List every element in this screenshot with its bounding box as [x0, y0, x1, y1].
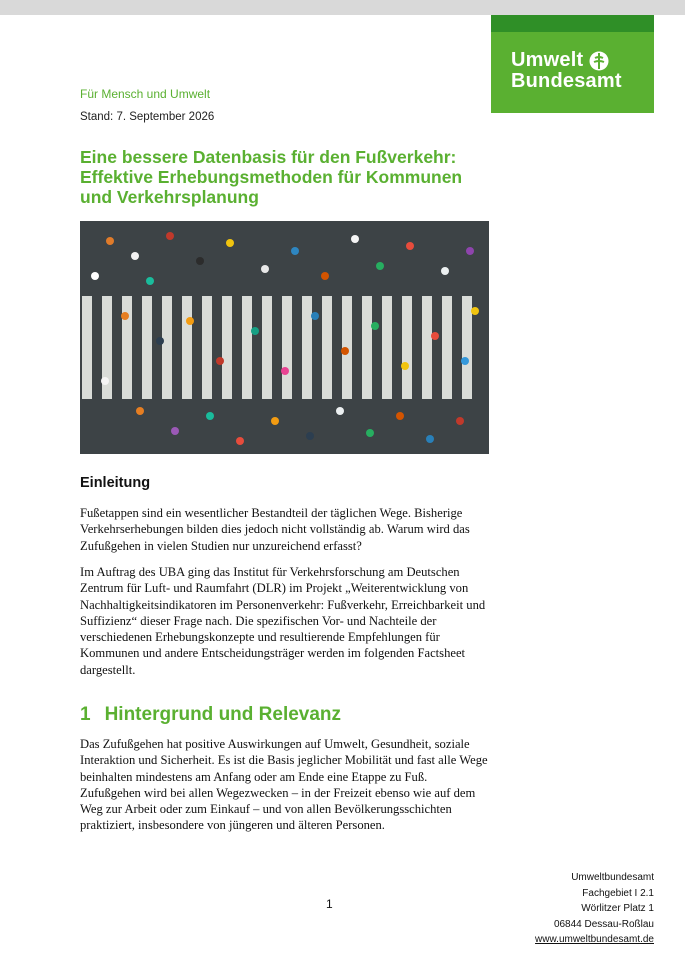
- section-1-heading: [80, 704, 341, 726]
- page-number: 1: [326, 897, 333, 911]
- footer-address: [535, 870, 654, 948]
- section-1-paragraph: Das Zufußgehen hat positive Auswirkungen auf Umwelt, Gesundheit, soziale Interaktion und Sicherheit. Es ist die Basis jeglicher Mobilität und fast alle Wege beinhalten mindestens am Anfang oder am Ende eine Etappe zu Fuß. Zufußgehen wird bei allen Wegezwecken – in der Freizeit ebenso wie auf dem Weg zur Arbeit oder zum Einkauf – und von allen Bevölkerungsschichten praktiziert, insbesondere von jüngeren und älteren Personen.: [80, 737, 488, 833]
- logo-globe-icon: [589, 51, 609, 71]
- footer-dept: Fachgebiet I 2.1: [582, 887, 654, 899]
- title-line-1: Eine bessere Datenbasis für den Fußverkehr:: [80, 147, 457, 167]
- document-title: [80, 147, 500, 207]
- document-page: [0, 15, 685, 972]
- footer-org: Umweltbundesamt: [571, 872, 654, 883]
- logo-line2: Bundesamt: [511, 70, 622, 92]
- uba-logo: [491, 15, 654, 113]
- title-line-3: und Verkehrsplanung: [80, 187, 259, 207]
- title-line-2: Effektive Erhebungsmethoden für Kommunen: [80, 167, 463, 187]
- section-1-number: 1: [80, 704, 91, 725]
- footer-street: Wörlitzer Platz 1: [581, 903, 654, 914]
- footer-city: 06844 Dessau-Roßlau: [553, 918, 654, 930]
- intro-heading: Einleitung: [80, 475, 151, 491]
- intro-paragraph-2: Im Auftrag des UBA ging das Institut für Verkehrsforschung am Deutschen Zentrum für Luft- und Raumfahrt (DLR) im Projekt „Weiterentwicklung von Nachhaltigkeitsindikatoren im Personenverkehr: Fußverkehr, Erreichbarkeit und Suffizienz“ dieser Frage nach. Die spezifischen Vor- und Nachteile der verschiedenen Erhebungskonzepte und resultierende Empfehlungen für Kommunen und andere Entscheidungsträger werden im folgenden Factsheet dargestellt.: [80, 565, 486, 677]
- section-1-title: Hintergrund und Relevanz: [104, 704, 342, 725]
- logo-top-bar: [491, 15, 654, 32]
- date-stand: Stand: 7. September 2026: [80, 111, 215, 123]
- intro-paragraph-1: Fußetappen sind ein wesentlicher Bestandteil der täglichen Wege. Bisherige Verkehrserhebungen bilden dies jedoch nicht vollständig ab. Warum wird das Zufußgehen in vielen Studien nur unzureichend erfasst?: [80, 506, 470, 553]
- crosswalk-crowd-photo: [80, 221, 489, 454]
- logo-text: [511, 50, 622, 92]
- logo-line1: Umwelt: [511, 49, 584, 71]
- footer-website-link[interactable]: www.umweltbundesamt.de: [535, 934, 654, 945]
- tagline: Für Mensch und Umwelt: [80, 87, 211, 101]
